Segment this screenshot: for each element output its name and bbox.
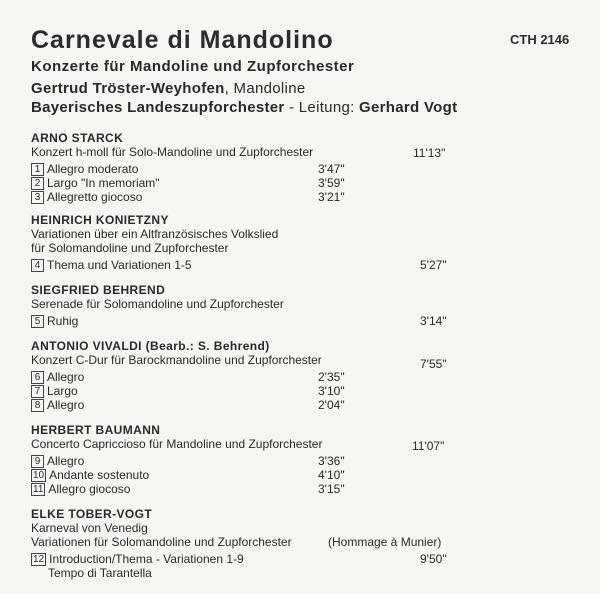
track-duration: 5'27" bbox=[420, 258, 447, 272]
work-title: Serenade für Solomandoline und Zupforchester bbox=[31, 297, 284, 311]
track-title: Allegro bbox=[47, 454, 85, 468]
soloist-line bbox=[31, 80, 305, 97]
track-row bbox=[31, 370, 345, 384]
composer-name: ELKE TOBER-VOGT bbox=[31, 507, 153, 521]
track-number: 7 bbox=[31, 385, 44, 398]
work-duration: 11'13" bbox=[413, 146, 446, 160]
work-title-continued: für Solomandoline und Zupforchester bbox=[31, 241, 229, 255]
track-title: Largo "In memoriam" bbox=[47, 176, 160, 190]
track-duration: 2'35" bbox=[318, 370, 345, 384]
track-title: Allegro moderato bbox=[47, 162, 139, 176]
track-title: Ruhig bbox=[47, 314, 79, 328]
track-title: Largo bbox=[47, 384, 78, 398]
work-title: Konzert h-moll für Solo-Mandoline und Zupforchester bbox=[31, 145, 314, 159]
track-duration: 3'14" bbox=[420, 314, 447, 328]
track-duration: 3'10" bbox=[318, 384, 345, 398]
soloist-role: , Mandoline bbox=[224, 80, 306, 97]
work-note: (Hommage à Munier) bbox=[328, 535, 442, 549]
orchestra-line bbox=[31, 99, 457, 116]
track-title: Andante sostenuto bbox=[49, 468, 150, 482]
track-row bbox=[31, 314, 447, 328]
track-duration: 9'50" bbox=[420, 552, 447, 566]
track-row bbox=[31, 552, 447, 566]
soloist-name: Gertrud Tröster-Weyhofen bbox=[31, 80, 225, 97]
composer-name: SIEGFRIED BEHREND bbox=[31, 283, 166, 297]
track-title: Thema und Variationen 1-5 bbox=[47, 258, 192, 272]
track-title: Allegro giocoso bbox=[48, 482, 131, 496]
track-number: 4 bbox=[31, 259, 44, 272]
track-duration: 4'10" bbox=[318, 468, 345, 482]
track-number: 8 bbox=[31, 399, 44, 412]
catalog-number: CTH 2146 bbox=[510, 32, 570, 47]
track-duration: 3'36" bbox=[318, 454, 345, 468]
composer-name: HERBERT BAUMANN bbox=[31, 423, 161, 437]
orchestra-name: Bayerisches Landeszupforchester bbox=[31, 99, 285, 116]
track-duration: 3'21" bbox=[318, 190, 345, 204]
work-duration: 7'55" bbox=[420, 357, 447, 371]
track-duration: 3'15" bbox=[318, 482, 345, 496]
work-title-continued: Variationen für Solomandoline und Zupforchester bbox=[31, 535, 292, 549]
track-number: 12 bbox=[33, 554, 45, 565]
track-row bbox=[31, 190, 345, 204]
track-number: 2 bbox=[31, 177, 44, 190]
track-title: Allegretto giocoso bbox=[47, 190, 143, 204]
track-number: 3 bbox=[31, 191, 44, 204]
track-subtitle: Tempo di Tarantella bbox=[48, 566, 152, 580]
track-row bbox=[31, 482, 345, 496]
track-number: 1 bbox=[31, 163, 44, 176]
album-subtitle: Konzerte für Mandoline und Zupforchester bbox=[31, 58, 355, 75]
composer-name: HEINRICH KONIETZNY bbox=[31, 213, 169, 227]
track-row bbox=[31, 176, 345, 190]
work-title: Concerto Capriccioso für Mandoline und Zupforchester bbox=[31, 437, 323, 451]
track-title: Allegro bbox=[47, 398, 85, 412]
track-number: 11 bbox=[33, 484, 44, 495]
track-row bbox=[31, 258, 447, 272]
track-row bbox=[31, 162, 345, 176]
composer-name: ARNO STARCK bbox=[31, 131, 124, 145]
track-title: Introduction/Thema - Variationen 1-9 bbox=[49, 552, 244, 566]
conductor-name: Gerhard Vogt bbox=[359, 99, 458, 116]
track-number: 10 bbox=[33, 470, 45, 481]
track-row bbox=[31, 398, 345, 412]
album-title: Carnevale di Mandolino bbox=[31, 26, 334, 54]
track-duration: 3'59" bbox=[318, 176, 345, 190]
work-title: Karneval von Venedig bbox=[31, 521, 148, 535]
track-row bbox=[31, 454, 345, 468]
track-duration: 2'04" bbox=[318, 398, 345, 412]
leitung-label: - Leitung: bbox=[284, 99, 360, 116]
track-row bbox=[31, 384, 345, 398]
track-duration: 3'47" bbox=[318, 162, 345, 176]
track-number: 5 bbox=[31, 315, 44, 328]
track-title: Allegro bbox=[47, 370, 85, 384]
work-title: Variationen über ein Altfranzösisches Volkslied bbox=[31, 227, 279, 241]
work-title: Konzert C-Dur für Barockmandoline und Zupforchester bbox=[31, 353, 322, 367]
track-row bbox=[31, 468, 345, 482]
work-duration: 11'07" bbox=[412, 439, 445, 453]
track-number: 6 bbox=[31, 371, 44, 384]
track-number: 9 bbox=[31, 455, 44, 468]
composer-name: ANTONIO VIVALDI (Bearb.: S. Behrend) bbox=[31, 339, 270, 353]
